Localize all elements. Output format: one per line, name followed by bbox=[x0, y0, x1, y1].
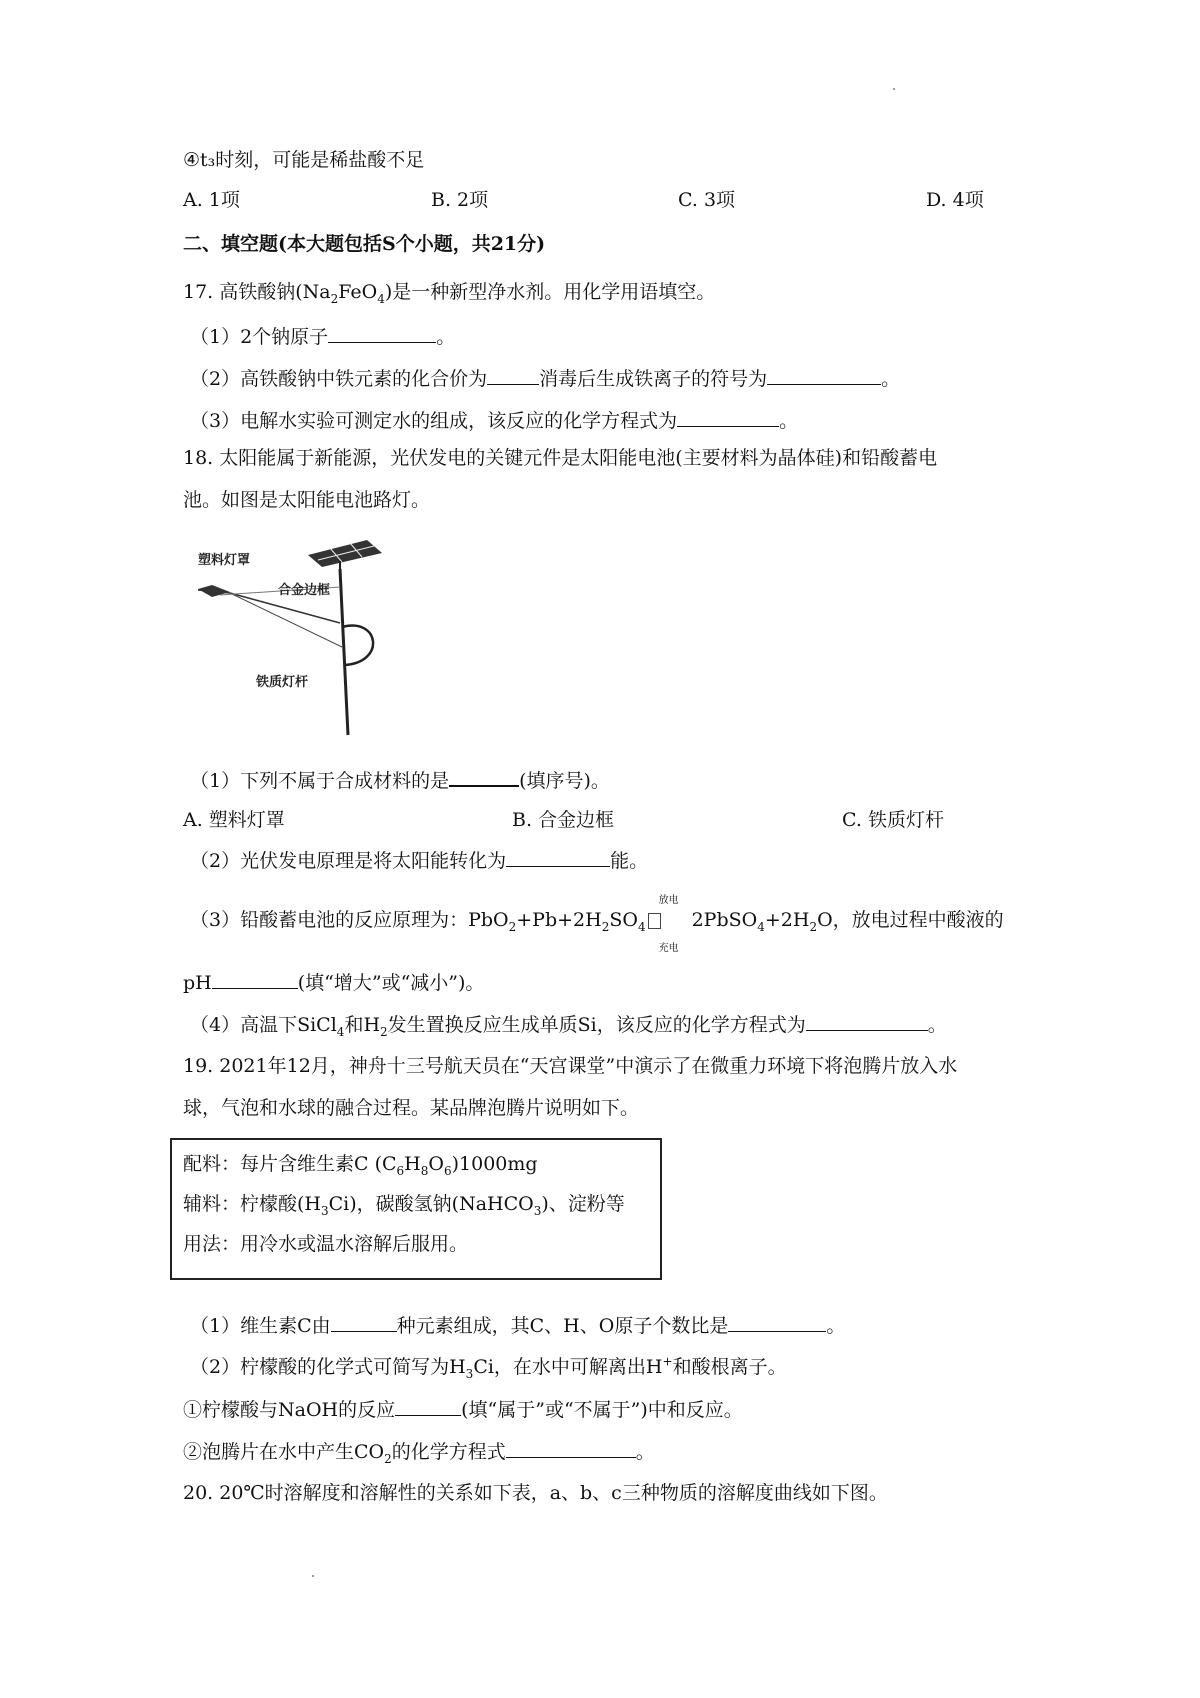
q18-part2-text: 能。 bbox=[610, 850, 649, 872]
q18-part1 bbox=[190, 767, 610, 793]
q18-option-c: C. 铁质灯杆 bbox=[842, 809, 944, 831]
arrow-label-charge: 充电 bbox=[658, 943, 679, 954]
q19-part2-text: 和酸根离子。 bbox=[672, 1356, 787, 1378]
q18-part3-text: (填“增大”或“减小”)。 bbox=[297, 972, 485, 994]
scan-speck bbox=[312, 1575, 314, 1577]
label-lampshade: 塑料灯罩 bbox=[198, 553, 251, 568]
answer-blank[interactable] bbox=[728, 1313, 826, 1332]
answer-blank[interactable] bbox=[677, 408, 779, 427]
q18-part3-line2 bbox=[183, 970, 484, 995]
answer-blank[interactable] bbox=[212, 970, 298, 989]
q17-part2-text: 消毒后生成铁离子的符号为 bbox=[539, 368, 768, 390]
q18-part2 bbox=[190, 848, 648, 873]
q17-stem: 17. 高铁酸钠$(Na_2FeO_4)$是一种新型净水剂。用化学用语填空。 bbox=[183, 281, 716, 306]
q18-option-b: B. 合金边框 bbox=[512, 809, 615, 831]
box-text: )1000mg bbox=[451, 1153, 538, 1175]
answer-blank[interactable] bbox=[395, 1397, 461, 1416]
box-text: 辅料：柠檬酸(H bbox=[183, 1193, 321, 1215]
punctuation: 。 bbox=[779, 410, 799, 432]
box-text: 配料：每片含维生素C (C bbox=[183, 1153, 397, 1175]
q18-part4: （4）高温下SiCl$_4$和$H_2$发生置换反应生成单质Si，该反应的化学方程式为 。 bbox=[190, 1014, 947, 1039]
answer-blank[interactable] bbox=[487, 366, 539, 385]
q18-part3-text: +2H bbox=[764, 909, 810, 931]
q18-part3-text: pH bbox=[183, 972, 212, 994]
q19-part2-text: Ci，在水中可解离出H bbox=[473, 1356, 663, 1378]
q16-option-d: D. 4项 bbox=[926, 189, 984, 211]
q19-sub2-text: ②泡腾片在水中产生CO bbox=[183, 1441, 385, 1463]
punctuation: 。 bbox=[881, 368, 901, 390]
label-frame: 合金边框 bbox=[278, 583, 331, 598]
answer-blank[interactable] bbox=[331, 1313, 397, 1332]
q18-option-a: A. 塑料灯罩 bbox=[183, 809, 285, 831]
q18-part3-text: O，放电过程中酸液的 bbox=[817, 909, 1004, 931]
punctuation: 。 bbox=[635, 1441, 655, 1463]
q19-part2-text: （2）柠檬酸的化学式可简写为H bbox=[190, 1356, 466, 1378]
label-pole: 铁质灯杆 bbox=[256, 675, 309, 690]
box-usage: 用法：用冷水或温水溶解后服用。 bbox=[183, 1233, 469, 1255]
q18-part3-text: 2PbSO bbox=[691, 909, 758, 931]
box-text: O bbox=[428, 1153, 444, 1175]
q19-stem-line1: 19. 2021年12月，神舟十三号航天员在“天宫课堂”中演示了在微重力环境下将泡腾片放入水 bbox=[183, 1055, 958, 1077]
q18-part3: （3）铅酸蓄电池的反应原理为：$PbO_2+Pb+2H_2SO_4$ 放电 充电 $2PbSO_4+2H_2O$，放电过程中酸液的 bbox=[190, 908, 1004, 933]
q17-part2 bbox=[190, 366, 900, 391]
q19-sub2: ②泡腾片在水中产生$CO_2$的化学方程式 。 bbox=[183, 1441, 655, 1466]
punctuation: 。 bbox=[927, 1014, 947, 1036]
q17-part3 bbox=[190, 408, 798, 433]
box-text: )、淀粉等 bbox=[541, 1193, 625, 1215]
q19-sub1-text: (填“属于”或“不属于”)中和反应。 bbox=[461, 1399, 743, 1421]
q16-option-b: B. 2项 bbox=[431, 189, 489, 211]
answer-blank[interactable] bbox=[767, 366, 881, 385]
box-text: Ci)，碳酸氢钠(NaHCO bbox=[328, 1193, 534, 1215]
solar-lamp-figure bbox=[190, 535, 420, 740]
q19-part1-text: （1）维生素C由 bbox=[190, 1315, 331, 1337]
q17-part1-text: （1）2个钠原子 bbox=[190, 326, 329, 348]
q18-part1-text: (填序号)。 bbox=[519, 770, 610, 792]
q19-part1-text: 种元素组成，其C、H、O原子个数比是 bbox=[396, 1315, 729, 1337]
scan-speck bbox=[893, 88, 895, 90]
q17-part2-text: （2）高铁酸钠中铁元素的化合价为 bbox=[190, 368, 488, 390]
q18-part3-text: （3）铅酸蓄电池的反应原理为：PbO bbox=[190, 909, 509, 931]
answer-blank[interactable] bbox=[328, 324, 436, 343]
punctuation: 。 bbox=[826, 1315, 846, 1337]
answer-blank[interactable] bbox=[506, 848, 610, 867]
box-ingredients: 配料：每片含维生素C $(C_6H_8O_6)1000mg$ bbox=[183, 1153, 538, 1178]
q18-part3-text: +Pb+2H bbox=[516, 909, 602, 931]
answer-blank[interactable] bbox=[506, 1439, 636, 1458]
q19-part2: （2）柠檬酸的化学式可简写为$H_3Ci$，在水中可解离出H+和酸根离子。 bbox=[190, 1354, 787, 1381]
q16-item4: ④t₃时刻，可能是稀盐酸不足 bbox=[183, 149, 425, 171]
q16-option-c: C. 3项 bbox=[678, 189, 736, 211]
q17-part3-text: （3）电解水实验可测定水的组成，该反应的化学方程式为 bbox=[190, 410, 678, 432]
q18-stem-line1: 18. 太阳能属于新能源，光伏发电的关键元件是太阳能电池(主要材料为晶体硅)和铅酸蓄电 bbox=[183, 447, 938, 469]
q16-option-a: A. 1项 bbox=[183, 189, 240, 211]
q20-stem: 20. 20℃时溶解度和溶解性的关系如下表，a、b、c三种物质的溶解度曲线如下图。 bbox=[183, 1482, 888, 1504]
box-excipients: 辅料：柠檬酸$(H_3Ci)$，碳酸氢钠(NaHCO$_3$)、淀粉等 bbox=[183, 1193, 625, 1218]
q18-stem-line2: 池。如图是太阳能电池路灯。 bbox=[183, 489, 431, 511]
answer-blank[interactable] bbox=[806, 1012, 928, 1031]
q17-part1 bbox=[190, 324, 455, 349]
q18-part3-text: SO bbox=[609, 909, 638, 931]
box-text: H bbox=[404, 1153, 421, 1175]
q18-part4-text: （4）高温下SiCl bbox=[190, 1014, 337, 1036]
q17-stem-text: 17. 高铁酸钠(Na bbox=[183, 281, 331, 303]
q18-part4-text: 发生置换反应生成单质Si，该反应的化学方程式为 bbox=[387, 1014, 806, 1036]
q19-sub1 bbox=[183, 1397, 743, 1422]
q19-stem-line2: 球，气泡和水球的融合过程。某品牌泡腾片说明如下。 bbox=[183, 1097, 640, 1119]
reversible-reaction-arrow bbox=[646, 895, 692, 954]
q18-part4-text: 和H bbox=[344, 1014, 381, 1036]
q19-sub1-text: ①柠檬酸与NaOH的反应 bbox=[183, 1399, 396, 1421]
q17-stem-text: FeO bbox=[338, 281, 378, 303]
q19-part1 bbox=[190, 1313, 845, 1338]
punctuation: 。 bbox=[436, 326, 456, 348]
q19-sub2-text: 的化学方程式 bbox=[391, 1441, 506, 1463]
q18-part1-text: （1）下列不属于合成材料的是 bbox=[190, 770, 450, 792]
arrow-label-discharge: 放电 bbox=[658, 895, 679, 906]
q18-part2-text: （2）光伏发电原理是将太阳能转化为 bbox=[190, 850, 507, 872]
section-title: 二、填空题(本大题包括S个小题，共21分) bbox=[183, 233, 546, 255]
q17-stem-text: )是一种新型净水剂。用化学用语填空。 bbox=[384, 281, 716, 303]
missing-glyph-box bbox=[648, 913, 661, 929]
answer-blank[interactable] bbox=[449, 767, 519, 787]
